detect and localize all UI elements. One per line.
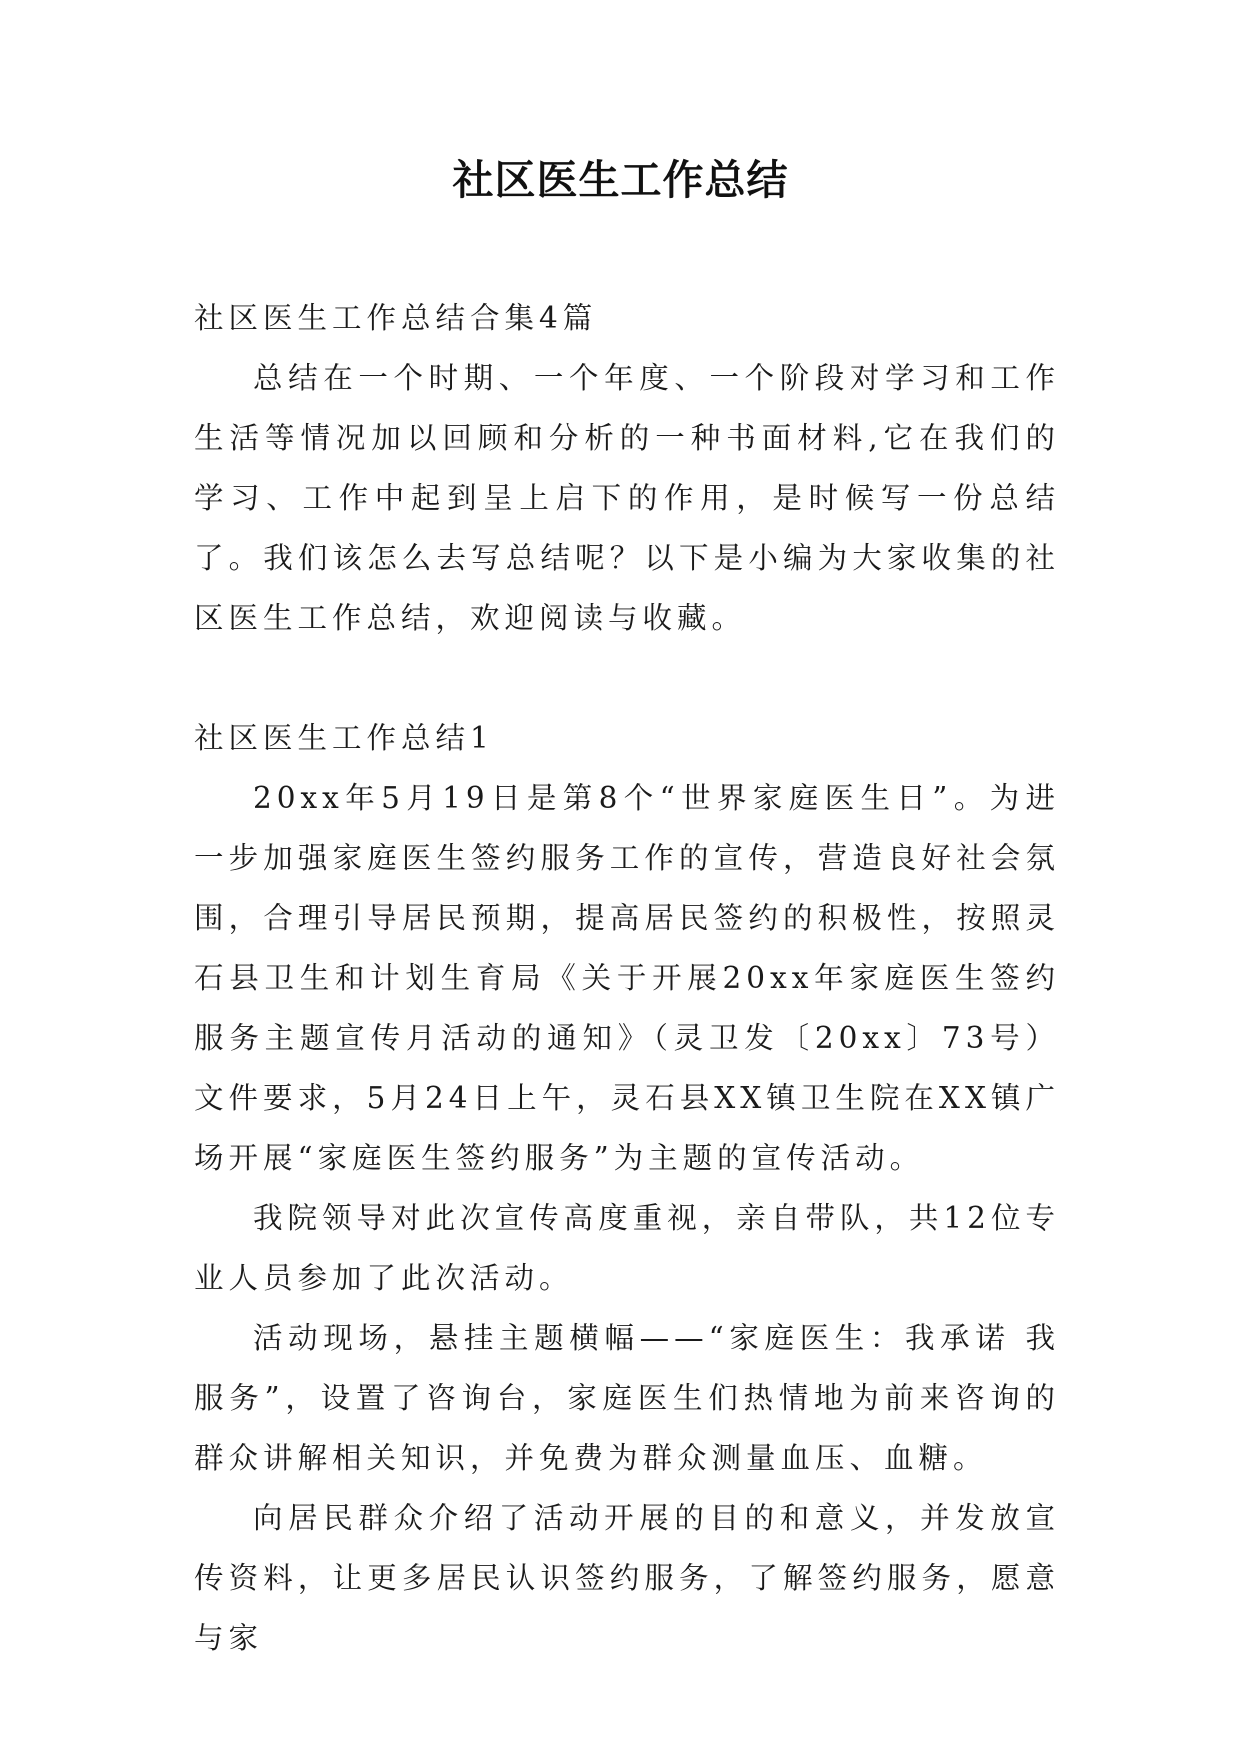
- body-paragraph: 向居民群众介绍了活动开展的目的和意义，并发放宣传资料，让更多居民认识签约服务，了解签约服务，愿意与家: [194, 1501, 1060, 1655]
- section-heading: 社区医生工作总结1: [194, 721, 494, 755]
- section-spacer: [194, 648, 1060, 708]
- document-title: 社区医生工作总结: [452, 156, 789, 204]
- body-paragraph: 活动现场，悬挂主题横幅——“家庭医生：我承诺 我服务”，设置了咨询台，家庭医生们热情地为前来咨询的群众讲解相关知识，并免费为群众测量血压、血糖。: [194, 1321, 1060, 1475]
- body-paragraph: 我院领导对此次宣传高度重视，亲自带队，共12位专业人员参加了此次活动。: [194, 1201, 1060, 1295]
- document-body: [194, 288, 1060, 1668]
- intro-paragraph: 总结在一个时期、一个年度、一个阶段对学习和工作生活等情况加以回顾和分析的一种书面材料,它在我们的学习、工作中起到呈上启下的作用，是时候写一份总结了。我们该怎么去写总结呢？以下是小编为大家收集的社区医生工作总结，欢迎阅读与收藏。: [194, 361, 1060, 635]
- body-paragraph: 20xx年5月19日是第8个“世界家庭医生日”。为进一步加强家庭医生签约服务工作的宣传，营造良好社会氛围，合理引导居民预期，提高居民签约的积极性，按照灵石县卫生和计划生育局《关于开展20xx年家庭医生签约服务主题宣传月活动的通知》（灵卫发〔20xx〕73号）文件要求，5月24日上午，灵石县XX镇卫生院在XX镇广场开展“家庭医生签约服务”为主题的宣传活动。: [194, 781, 1061, 1175]
- intro-heading: 社区医生工作总结合集4篇: [194, 301, 598, 335]
